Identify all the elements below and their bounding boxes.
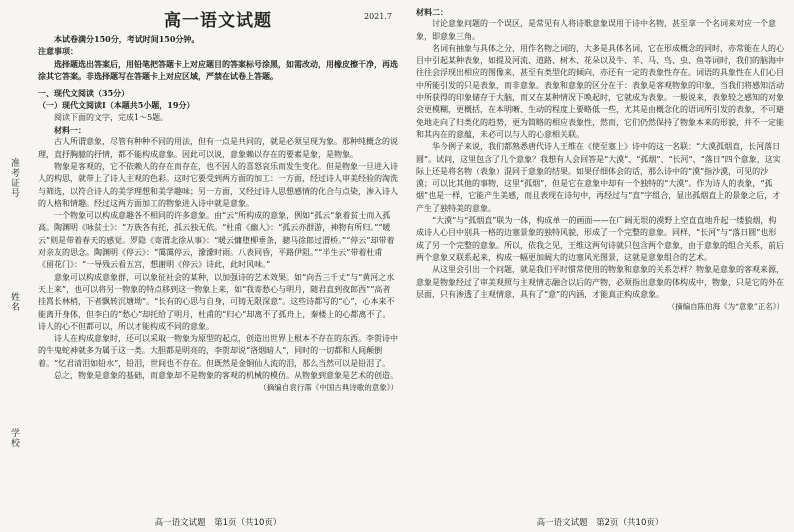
instruction: 阅读下面的文字，完成1～5题。 xyxy=(54,112,169,122)
exam-number-label: 准考证号 xyxy=(9,158,19,198)
note-1: 选择题选出答案后，用铅笔把答题卡上对应题目的答案标号涂黑，如需改动，用橡皮擦干净，再选涂其它答案。非选择题写在答题卡上对应区域，严禁在试卷上答题。 xyxy=(38,58,398,81)
paragraph: 古人所谓意象，尽管有种种不同的用法，但有一点是共同的，就是必须呈现为象。那种纯概念的说理，直抒胸臆的抒情，都不能构成意象。因此可以说，意象赖以存在的要素是象，是物象。 xyxy=(38,137,398,159)
page-1 xyxy=(34,0,402,532)
paragraph: 意象可以构成意象群，可以象征社会的某种，以加强诗的艺术效果。如“向吾三千丈”与“黄河之水天上来”，也可以将另一物象的特点移到这一物象上来，如“我寄愁心与明月，随君直到夜郎西”“高者挂罥长林梢，下者飘转沉塘坳”。“长有的心思与自身，可铸无限深意”。这些诗都写的“心”，心本来不能离开身体，但李白的“愁心”却托给了明月，杜甫的“归心”却离不了孤舟上，秦楼上的心都离不了。诗人的心不但都可以，所以才能构成不同的意象。 xyxy=(38,272,395,331)
section-heading: 一、现代文阅读（35分） xyxy=(38,88,130,99)
score-info: 本试卷满分150分，考试时间150分钟。 xyxy=(54,34,200,44)
paragraph: 物象是客观的，它不依赖人的存在而存在，也不因人的喜怒哀乐而发生变化。但是物象一旦进入诗人的构思，就带上了诗人主观的色彩。这时它要受到两方面的加工：一方面，经过诗人审美经验的淘洗与筛选，以符合诗人的美学理想和美学趣味；另一方面，又经过诗人思想感情的化合与点染，渗入诗人的人格和情趣。经过这两方面加工的物象进入诗中就是意象。 xyxy=(38,161,398,208)
subsection-heading: （一）现代文阅读Ⅰ（本题共5小题，19分） xyxy=(38,100,195,111)
page-footer: 高一语文试题 第2页（共10页） xyxy=(536,518,664,528)
name-label: 姓名 xyxy=(9,292,19,312)
paragraph: 诗人在构成意象时，还可以采取一物象为原型的起点，创造出世界上根本不存在的东西。李贺诗中的牛鬼蛇神就多为属于这一类。大胆都是明亮的，李贺却说“洛烟暗人”，同时的一切都和人间颠倒着。“忆君清泪如铅水”，铅泪，世间也不存在。但既然是金铜仙人流的泪，那么当然可以是铅泪了。 xyxy=(38,334,398,368)
notes-heading: 注意事项： xyxy=(38,46,78,57)
binding-margin xyxy=(0,0,34,532)
source-citation: （摘编自袁行霈《中国古典诗歌的意象》） xyxy=(259,383,398,393)
page-2 xyxy=(412,0,788,532)
paragraph: “大漠”与“孤烟直”联为一体，构成单一的画面——在广阔无垠的漠野上空直直地升起一缕狼烟，构成诗人心目中别具一格的边塞景象的独特风貌，形成了一个完整的意象。同样，“长河”与“落日圆”也形成了另一个完整的意象。所以，依我之见，王维这两句诗就只包含两个意象，由于意象的组合关系，前后两个意象又联系起来，构成一幅更加阔大的边塞风光图景，这就是意象组合的艺术。 xyxy=(416,216,784,262)
paragraph: 名词有抽象与具体之分，用作名物之词的，大多是具体名词，它在形成概念的同时，亦常能在人的心目中引起某种表象，如提及河流、道路、树木、花朵以及牛、羊、马、鸟、虫、鱼等词时，我们的脑海中往往会浮现出相应的图像来，甚至有类型化的倾向，亦还有一定的表象性存在。词语的具象性在人们心目中所能引发的只是表象，而非意象。表象和意象的区分在于：表象是客观物象的印象，当我们将感知活动中所获得的印象储存于大脑，而又在某种情况下唤起时，它就成为表象。一般说来，表象较之感知的对象会更模糊，更概括，在本明晰、生动的程度上要略低一些，尤其是由概念化的语词所引发的表象，不可避免地走向了归类化的趋势，更为简略的相应表象性，然而，它们仍然保持了物象本来的形貌，并不一定能和其内在的意蕴，未必可以与人的心意相关联。 xyxy=(416,43,784,139)
material-1-label: 材料一： xyxy=(54,125,86,136)
exam-title: 高一语文试题 xyxy=(164,11,272,31)
paragraph: 从这里会引出一个问题，就是我们平时惯常使用的物象和意象的关系怎样？物象是意象的客观来源，意象是物象经过了审美观照与主观情志融合以后的产物，必须指出意象的体构成中，物象，只是它的外在层面，只有渗透了主观情意，具有了“意”的内涵，才能真正构成意象。 xyxy=(416,265,784,299)
page-footer: 高一语文试题 第1页（共10页） xyxy=(154,518,282,528)
material-2-label: 材料二： xyxy=(416,7,448,17)
paragraph: 华今例子来说，我们都熟悉唐代诗人王维在《使至塞上》诗中的这一名联：“大漠孤烟直，长河落日圆”。试问，这里包含了几个意象？我想有人会回答是“大漠”、“孤烟”、“长河”、“落日”四个意象，这实际上还是将名物（表象）混同于意象的结果。如果仔细体会的话，那么诗中的“漠”指沙漠，可见的沙漠；可以比其他的事物，这里“孤烟”，但是它在意象中却有一个独特的“大漠”。作为诗人的表象，“孤烟”也是一样，它能产生美感，而且表现在诗句中，再经过与“直”字组合，显出孤烟直上的景象之后，才产生了独特美的意象。 xyxy=(416,142,781,213)
paragraph: 总之，物象是意象的基础，而意象却不是物象的客观的机械的模仿。从物象到意象是艺术的创造。 xyxy=(54,371,398,381)
source-citation: （摘编自陈伯海《为“意象”正名》） xyxy=(667,302,784,312)
paragraph: 一个物象可以构成意趣各不相同的许多意象。由“云”所构成的意象，例如“孤云”象着贫士而入孤高。陶渊明《咏贫士》：“万族各有托，孤云独无依。“杜甫《幽人》：“孤云亦群游，神物有所归。”“暖云”则是带着春天的感觉。罗隐《寄渭北徐从事》：“暖云慵堕柳垂条，骢马徐郎过渭桥。”“停云”却带着对亲友的思念。陶渊明《停云》：“霭霭停云，濛濛时雨。八表同昏，平路伊阻。”“半生云”带着杜甫《留花门》：“一导残云看五宫，想谢明《停云》诗此，此时风味。” xyxy=(38,211,395,270)
exam-date: 2021.7 xyxy=(364,12,392,21)
school-label: 学校 xyxy=(9,428,19,448)
paragraph: 讨论意象问题的一个误区，是常见有人将诗歌意象误用于诗中名物，甚至拿一个名词来对应一个意象，即意象三角。 xyxy=(416,19,776,41)
